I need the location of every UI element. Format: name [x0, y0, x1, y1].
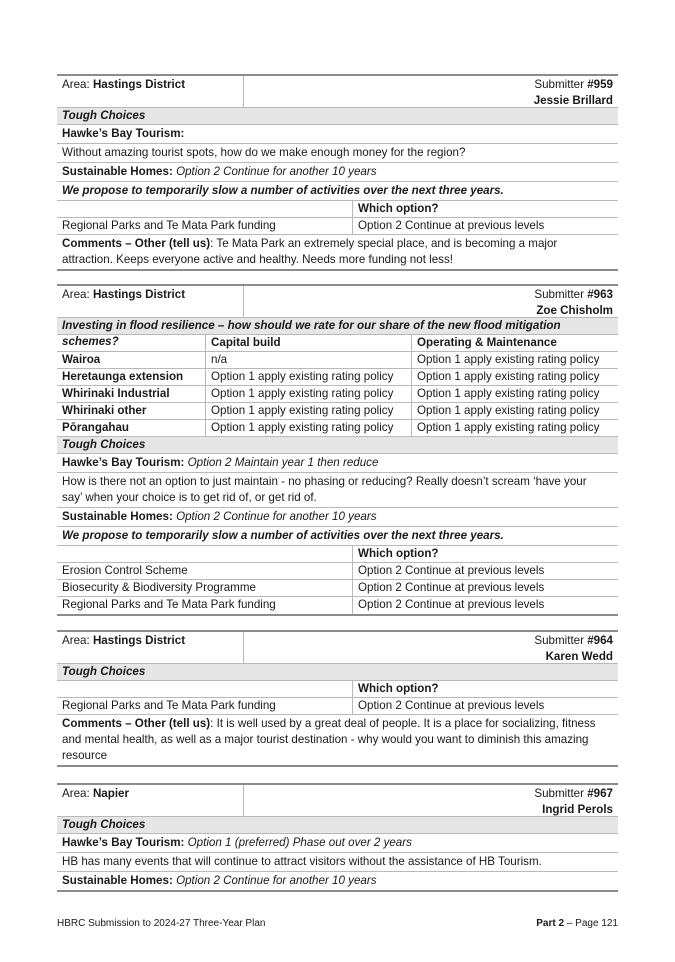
- comments: Comments – Other (tell us): It is well used by a great deal of people. It is a place for socializing, fitness and mental health, as well as a major tourist destination - why would you want to diminish this amazing resource: [62, 717, 596, 762]
- flood-row: Whirinaki Industrial Option 1 apply existing rating policy Option 1 apply existing rating policy: [57, 386, 618, 403]
- submission-963: [57, 284, 618, 616]
- submitter-field: Submitter #964 Karen Wedd: [534, 634, 613, 663]
- submitter-name: Karen Wedd: [545, 650, 613, 663]
- submitter-field: Submitter #967 Ingrid Perols: [534, 787, 613, 816]
- section-heading: Tough Choices: [57, 108, 618, 125]
- area-field: Area: Hastings District: [62, 634, 186, 647]
- submission-header: [57, 76, 618, 108]
- hbt-heading: Hawke’s Bay Tourism: Option 1 (preferred) Phase out over 2 years: [57, 834, 618, 853]
- hbt-heading: Hawke’s Bay Tourism: Option 2 Maintain year 1 then reduce: [57, 454, 618, 473]
- section-heading: Tough Choices: [57, 437, 618, 454]
- flood-row: Wairoa n/a Option 1 apply existing rating policy: [57, 352, 618, 369]
- hbt-heading: Hawke’s Bay Tourism:: [57, 125, 618, 144]
- hbt-response: How is there not an option to just maintain - no phasing or reducing? Really doesn’t scream ‘have your say’ when your choice is to get rid of, or get rid of.: [57, 473, 618, 508]
- sustainable-homes: Sustainable Homes: Option 2 Continue for another 10 years: [62, 874, 377, 887]
- flood-row: Heretaunga extension Option 1 apply existing rating policy Option 1 apply existing rating policy: [57, 369, 618, 386]
- hbt-response: HB has many events that will continue to attract visitors without the assistance of HB Tourism.: [57, 853, 618, 872]
- submitter-name: Ingrid Perols: [542, 803, 613, 816]
- which-option-header: Which option?: [57, 546, 618, 563]
- area-field: Area: Hastings District: [62, 78, 186, 91]
- submission-959: [57, 74, 618, 271]
- submission-header: [57, 785, 618, 817]
- which-option-header: Which option?: [57, 681, 618, 698]
- flood-question: Investing in flood resilience – how should we rate for our share of the new flood mitigation schemes?: [57, 318, 618, 335]
- footer-page-number: Part 2 – Page 121: [536, 918, 618, 929]
- submission-header: [57, 632, 618, 664]
- which-option-header: Which option?: [57, 201, 618, 218]
- submission-964: [57, 630, 618, 767]
- submitter-name: Zoe Chisholm: [536, 304, 613, 317]
- submitter-field: Submitter #959 Jessie Brillard: [533, 78, 613, 107]
- comments: Comments – Other (tell us): Te Mata Park an extremely special place, and is becoming a major attraction. Keeps everyone active and healthy. Needs more funding not less!: [62, 237, 558, 266]
- flood-table-header: Capital build Operating & Maintenance: [57, 335, 618, 352]
- sustainable-homes: Sustainable Homes: Option 2 Continue for another 10 years: [57, 508, 618, 527]
- activity-row: Biosecurity & Biodiversity Programme Option 2 Continue at previous levels: [57, 580, 618, 597]
- activity-row: Erosion Control Scheme Option 2 Continue at previous levels: [57, 563, 618, 580]
- flood-row: Pōrangahau Option 1 apply existing rating policy Option 1 apply existing rating policy: [57, 420, 618, 437]
- submission-header: [57, 286, 618, 318]
- slow-activities-question: We propose to temporarily slow a number of activities over the next three years.: [57, 182, 618, 201]
- area-field: Area: Napier: [62, 787, 130, 800]
- hbt-response: Without amazing tourist spots, how do we make enough money for the region?: [57, 144, 618, 163]
- section-heading: Tough Choices: [57, 664, 618, 681]
- section-heading: Tough Choices: [57, 817, 618, 834]
- footer-title: HBRC Submission to 2024-27 Three-Year Plan: [57, 918, 266, 929]
- sustainable-homes: Sustainable Homes: Option 2 Continue for another 10 years: [57, 163, 618, 182]
- activity-row: Regional Parks and Te Mata Park funding Option 2 Continue at previous levels: [57, 218, 618, 235]
- flood-row: Whirinaki other Option 1 apply existing rating policy Option 1 apply existing rating policy: [57, 403, 618, 420]
- activity-row: Regional Parks and Te Mata Park funding Option 2 Continue at previous levels: [57, 698, 618, 715]
- submitter-name: Jessie Brillard: [533, 94, 613, 107]
- activity-row: Regional Parks and Te Mata Park funding Option 2 Continue at previous levels: [57, 597, 618, 614]
- area-field: Area: Hastings District: [62, 288, 186, 301]
- slow-activities-question: We propose to temporarily slow a number of activities over the next three years.: [57, 527, 618, 546]
- submitter-field: Submitter #963 Zoe Chisholm: [534, 288, 613, 317]
- submission-967: [57, 783, 618, 892]
